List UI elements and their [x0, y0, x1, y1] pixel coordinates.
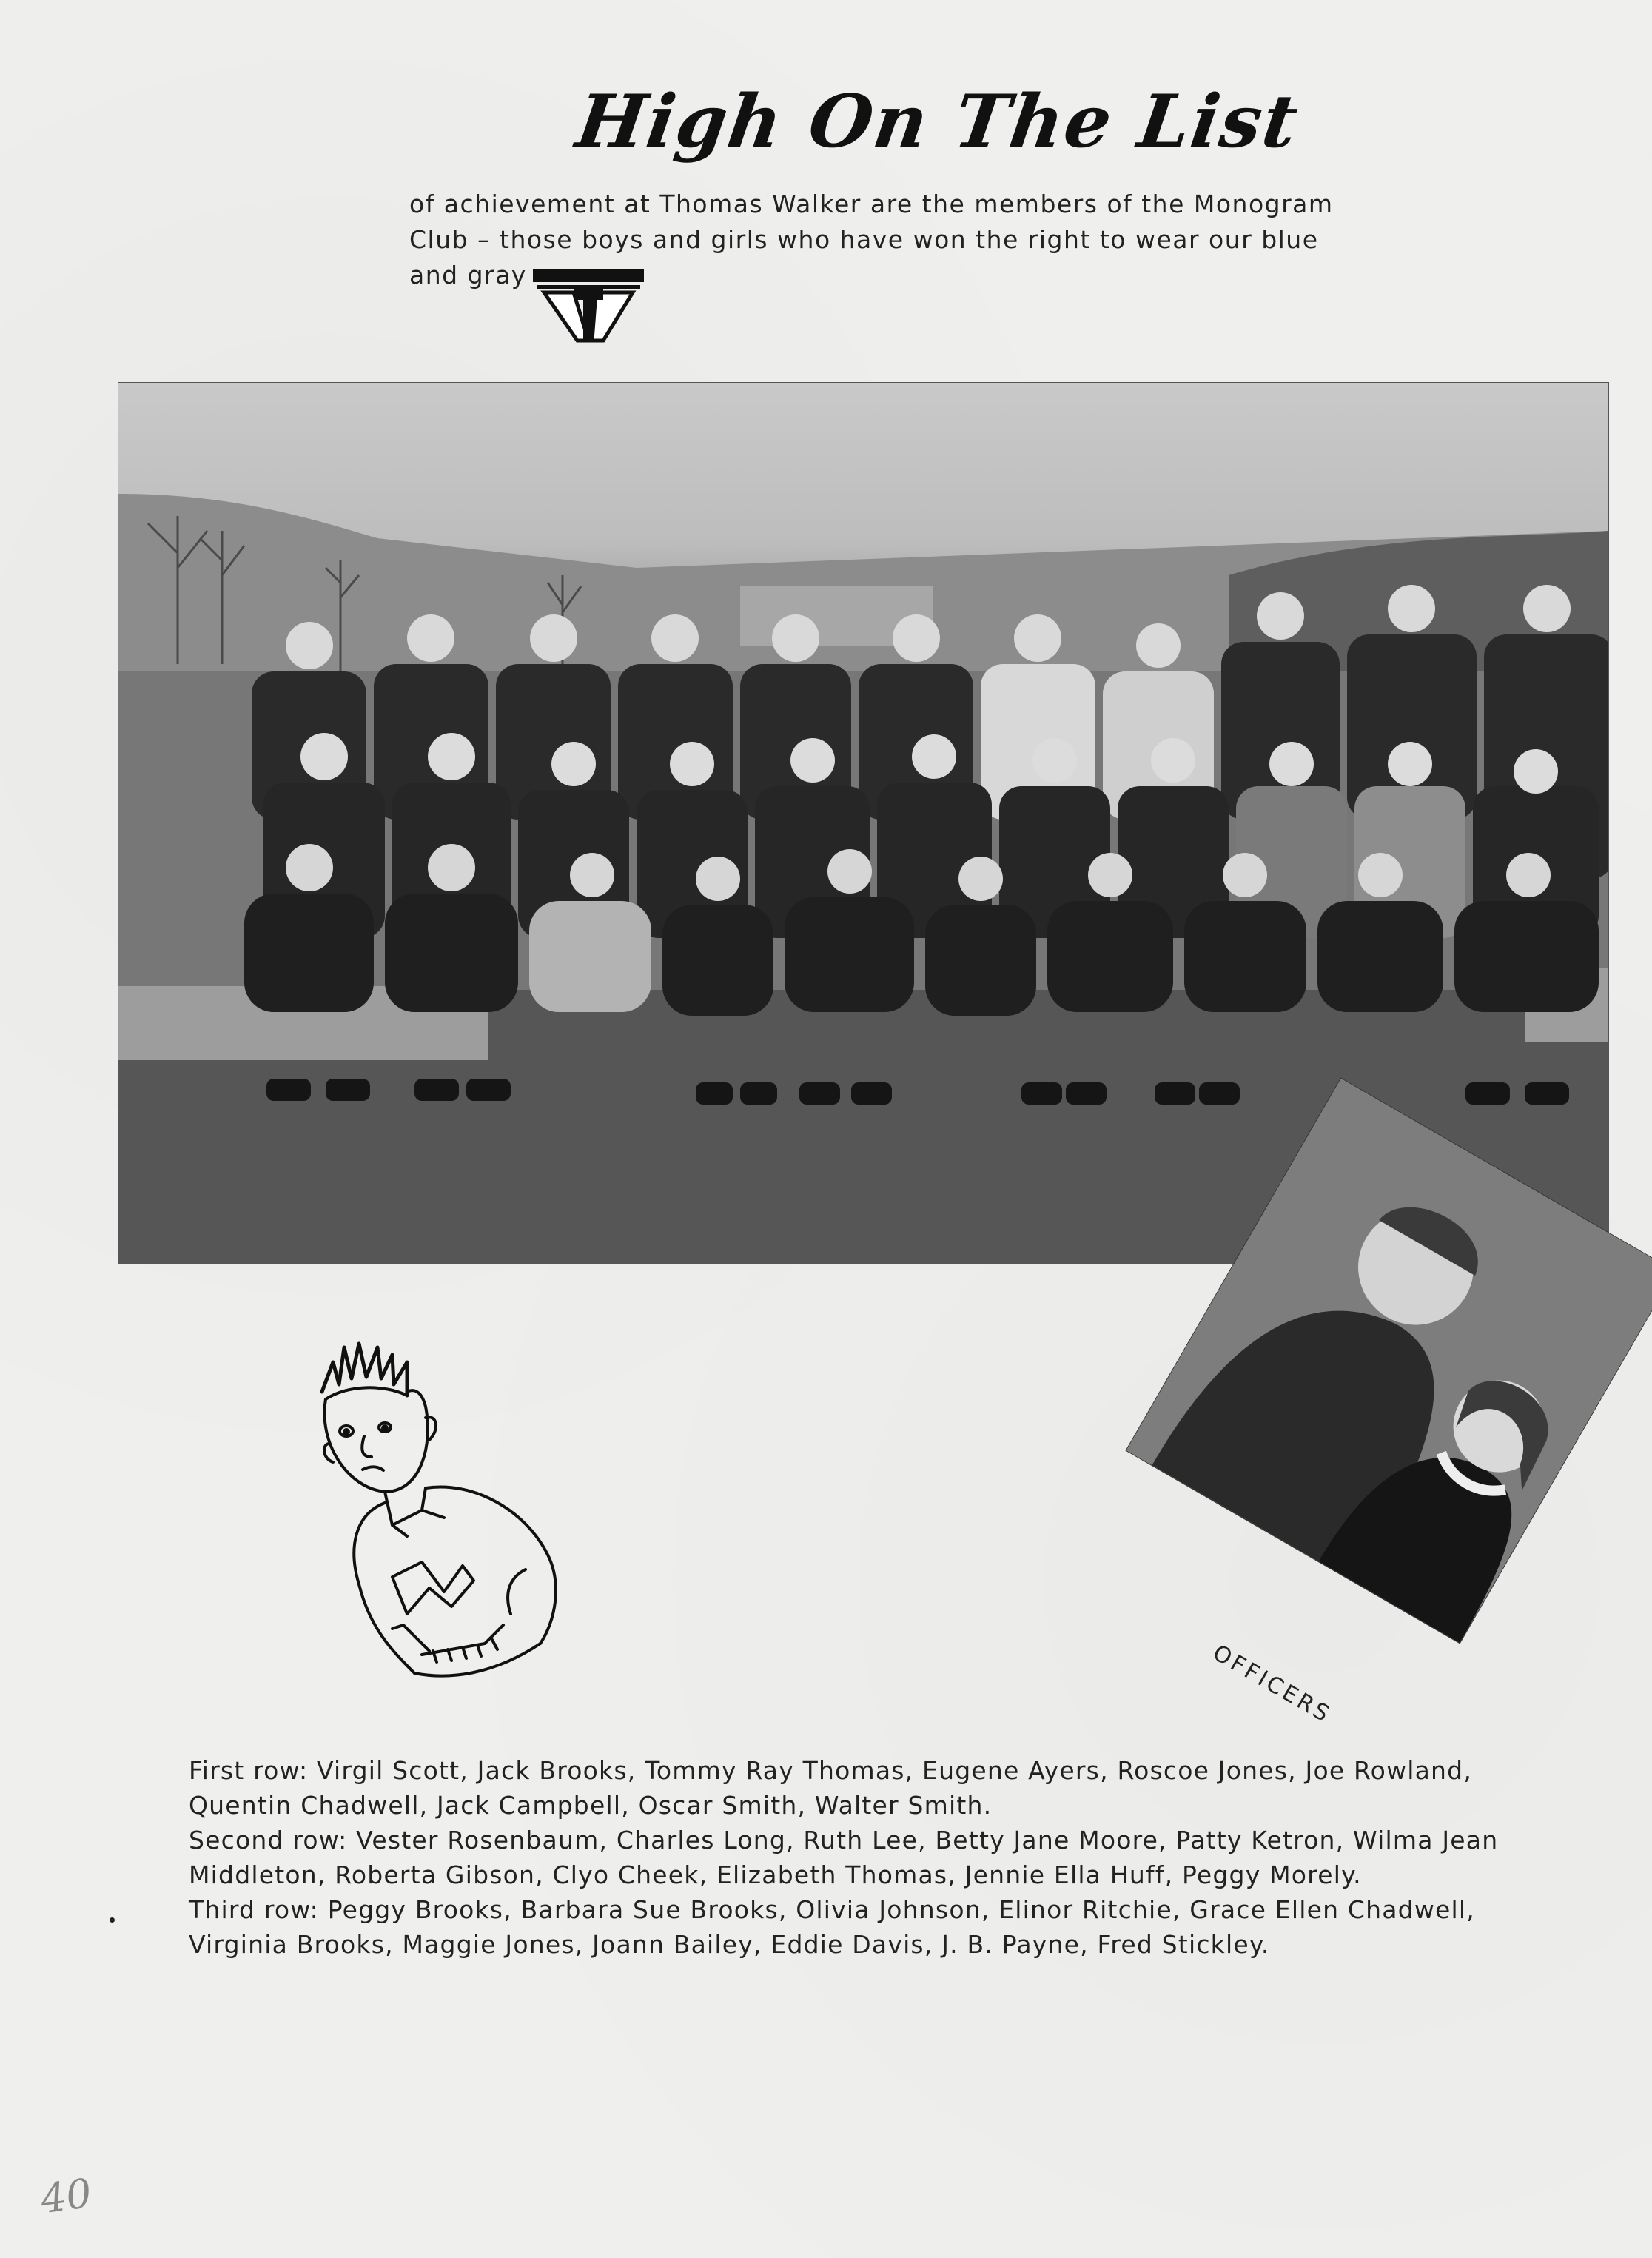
logo-text: TW — [529, 263, 531, 264]
page-title: High On The List — [571, 79, 1304, 164]
roster-line: Third row: Peggy Brooks, Barbara Sue Brooks, Olivia Johnson, Elinor Ritchie, Grace Ellen Chadwell, — [189, 1895, 1475, 1924]
intro-line: and gray — [409, 261, 527, 289]
intro-line: Club – those boys and girls who have won the right to wear our blue — [409, 225, 1319, 254]
ink-dot — [110, 1917, 115, 1923]
roster-line: Second row: Vester Rosenbaum, Charles Long, Ruth Lee, Betty Jane Moore, Patty Ketron, Wilma Jean — [189, 1826, 1499, 1855]
roster-line: Quentin Chadwell, Jack Campbell, Oscar Smith, Walter Smith. — [189, 1791, 993, 1820]
member-roster — [189, 1753, 1543, 1962]
intro-line: of achievement at Thomas Walker are the members of the Monogram — [409, 190, 1334, 218]
cartoon-student-illustration — [303, 1333, 674, 1703]
roster-line: Middleton, Roberta Gibson, Clyo Cheek, Elizabeth Thomas, Jennie Ella Huff, Peggy Morely. — [189, 1860, 1362, 1889]
roster-line: First row: Virgil Scott, Jack Brooks, Tommy Ray Thomas, Eugene Ayers, Roscoe Jones, Joe Rowland, — [189, 1756, 1473, 1785]
tw-monogram-logo — [529, 263, 648, 344]
roster-line: Virginia Brooks, Maggie Jones, Joann Bailey, Eddie Davis, J. B. Payne, Fred Stickley. — [189, 1930, 1270, 1959]
officers-caption: OFFICERS — [1208, 1640, 1336, 1729]
page-number-pencil: 40 — [37, 2169, 95, 2223]
